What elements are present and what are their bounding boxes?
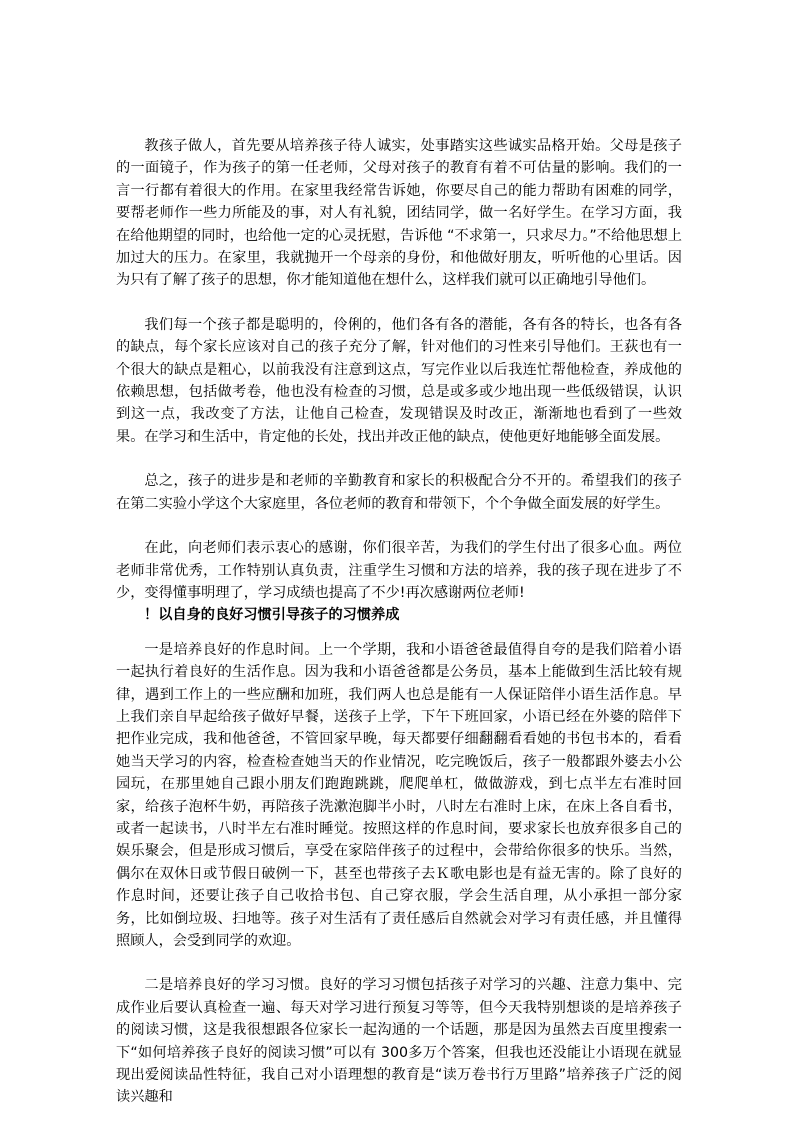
paragraph-spacer (116, 448, 682, 470)
paragraph-spacer (116, 515, 682, 537)
paragraph: 我们每一个孩子都是聪明的，伶俐的，他们各有各的潜能，各有各的特长，也各有各的缺点，每个家长应该对自己的孩子充分了解，针对他们的习性来引导他们。王荻也有一个很大的缺点是粗心，以前我没有注意到这点，写完作业以后我连忙帮他检查，养成他的依赖思想，包括做考卷，他也没有检查的习惯，总是或多或少地出现一些低级错误，认识到这一点，我改变了方法，让他自己检查，发现错误及时改正，渐渐地也看到了一些效果。在学习和生活中，肯定他的长处，找出并改正他的缺点，使他更好地能够全面发展。 (116, 316, 682, 445)
paragraph: 在此，向老师们表示衷心的感谢，你们很辛苦，为我们的学生付出了很多心血。两位老师非常优秀，工作特别认真负责，注重学生习惯和方法的培养，我的孩子现在进步了不少，变得懂事明理了，学习成绩也提高了不少!再次感谢两位老师! (116, 540, 682, 601)
paragraph: 总之，孩子的进步是和老师的辛勤教育和家长的积极配合分不开的。希望我们的孩子在第二实验小学这个大家庭里，各位老师的教育和带领下，个个争做全面发展的好学生。 (116, 473, 682, 512)
section-heading: ！以自身的良好习惯引导孩子的习惯养成 (144, 607, 400, 624)
paragraph: 教孩子做人，首先要从培养孩子待人诚实，处事踏实这些诚实品格开始。父母是孩子的一面镜子，作为孩子的第一任老师，父母对孩子的教育有着不可估量的影响。我们的一言一行都有着很大的作用。在家里我经常告诉她，你要尽自己的能力帮助有困难的同学，要帮老师作一些力所能及的事，对人有礼貌，团结同学，做一名好学生。在学习方面，我在给他期望的同时，也给他一定的心灵抚慰，告诉他 “不求第一，只求尽力。”不给他思想上加过大的压力。在家里，我就抛开一个母亲的身份，和他做好朋友，听听他的心里话。因为只有了解了孩子的思想，你才能知道他在想什么，这样我们就可以正确地引导他们。 (116, 138, 682, 289)
paragraph-spacer (116, 292, 682, 314)
document-body (116, 135, 682, 1109)
paragraph: 二是培养良好的学习习惯。良好的学习习惯包括孩子对学习的兴趣、注意力集中、完成作业后要认真检查一遍、每天对学习进行预复习等等，但今天我特别想谈的是培养孩子的阅读习惯，这是我很想跟各位家长一起沟通的一个话题，那是因为虽然去百度里搜索一下“如何培养孩子良好的阅读习惯”可以有 300多万个答案，但我也还没能让小语现在就显现出爱阅读品性特征，我自己对小语理想的教育是“读万卷书行万里路”培养孩子广泛的阅读兴趣和 (116, 977, 682, 1106)
paragraph: 一是培养良好的作息时间。上一个学期，我和小语爸爸最值得自夸的是我们陪着小语一起执行着良好的生活作息。因为我和小语爸爸都是公务员，基本上能做到生活比较有规律，遇到工作上的一些应酬和加班，我们两人也总是能有一人保证陪伴小语生活作息。早上我们亲自早起给孩子做好早餐，送孩子上学，下午下班回家，小语已经在外婆的陪伴下把作业完成，我和他爸爸，不管回家早晚，每天都要仔细翻翻看看她的书包书本的，看看她当天学习的内容，检查检查她当天的作业情况，吃完晚饭后，孩子一般都跟外婆去小公园玩，在那里她自己跟小朋友们跑跑跳跳，爬爬单杠，做做游戏，到七点半左右准时回家，给孩子泡杯牛奶，再陪孩子洗漱泡脚半小时，八时左右准时上床，在床上各自看书，或者一起读书，八时半左右准时睡觉。按照这样的作息时间，要求家长也放弃很多自己的娱乐聚会，但是形成习惯后，享受在家陪伴孩子的过程中，会带给你很多的快乐。当然，偶尔在双休日或节假日破例一下，甚至也带孩子去Ｋ歌电影也是有益无害的。除了良好的作息时间，还要让孩子自己收拾书包、自己穿衣服，学会生活自理，从小承担一部分家务，比如倒垃圾、扫地等。孩子对生活有了责任感后自然就会对学习有责任感，并且懂得照顾人，会受到同学的欢迎。 (116, 641, 682, 949)
paragraph-spacer (116, 952, 682, 974)
paragraph-spacer (116, 627, 682, 639)
